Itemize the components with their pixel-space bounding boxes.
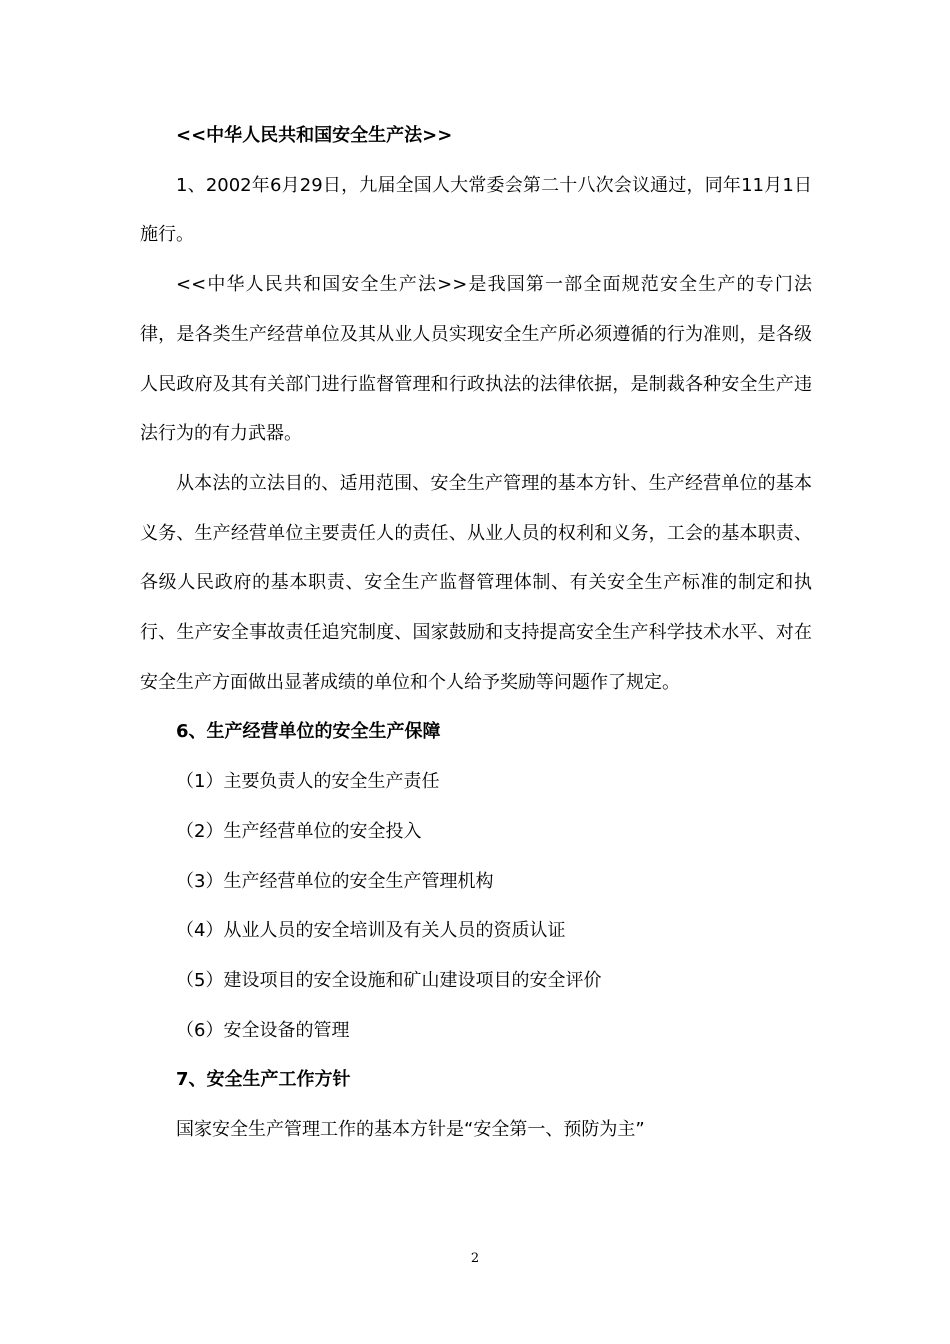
paragraph-law-scope: 从本法的立法目的、适用范围、安全生产管理的基本方针、生产经营单位的基本义务、生产经营单位主要责任人的责任、从业人员的权利和义务，工会的基本职责、各级人民政府的基本职责、安全生产监督管理体制、有关安全生产标准的制定和执行、生产安全事故责任追究制度、国家鼓励和支持提高安全生产科学技术水平、对在安全生产方面做出显著成绩的单位和个人给予奖励等问题作了规定。 [140, 472, 812, 693]
page-number: 2 [470, 1251, 480, 1266]
section-6-item: （6）安全设备的管理 [176, 1019, 350, 1041]
section-6-heading: 6、生产经营单位的安全生产保障 [176, 721, 441, 743]
section-7-heading: 7、安全生产工作方针 [176, 1069, 351, 1091]
paragraph-law-significance: <<中华人民共和国安全生产法>>是我国第一部全面规范安全生产的专门法律，是各类生产经营单位及其从业人员实现安全生产所必须遵循的行为准则，是各级人民政府及其有关部门进行监督管理和行政执法的法律依据，是制裁各种安全生产违法行为的有力武器。 [140, 274, 812, 445]
section-6-item: （3）生产经营单位的安全生产管理机构 [176, 870, 494, 892]
document-body [140, 111, 812, 1155]
section-7-text: 国家安全生产管理工作的基本方针是“安全第一、预防为主” [176, 1119, 645, 1141]
law-title-heading: <<中华人民共和国安全生产法>> [176, 125, 453, 146]
paragraph-enactment: 1、2002年6月29日，九届全国人大常委会第二十八次会议通过，同年11月1日施行。 [140, 174, 812, 246]
section-6-item: （5）建设项目的安全设施和矿山建设项目的安全评价 [176, 969, 602, 991]
section-6-item: （4）从业人员的安全培训及有关人员的资质认证 [176, 920, 566, 942]
section-6-item: （1）主要负责人的安全生产责任 [176, 771, 440, 793]
section-6-item: （2）生产经营单位的安全投入 [176, 820, 422, 842]
